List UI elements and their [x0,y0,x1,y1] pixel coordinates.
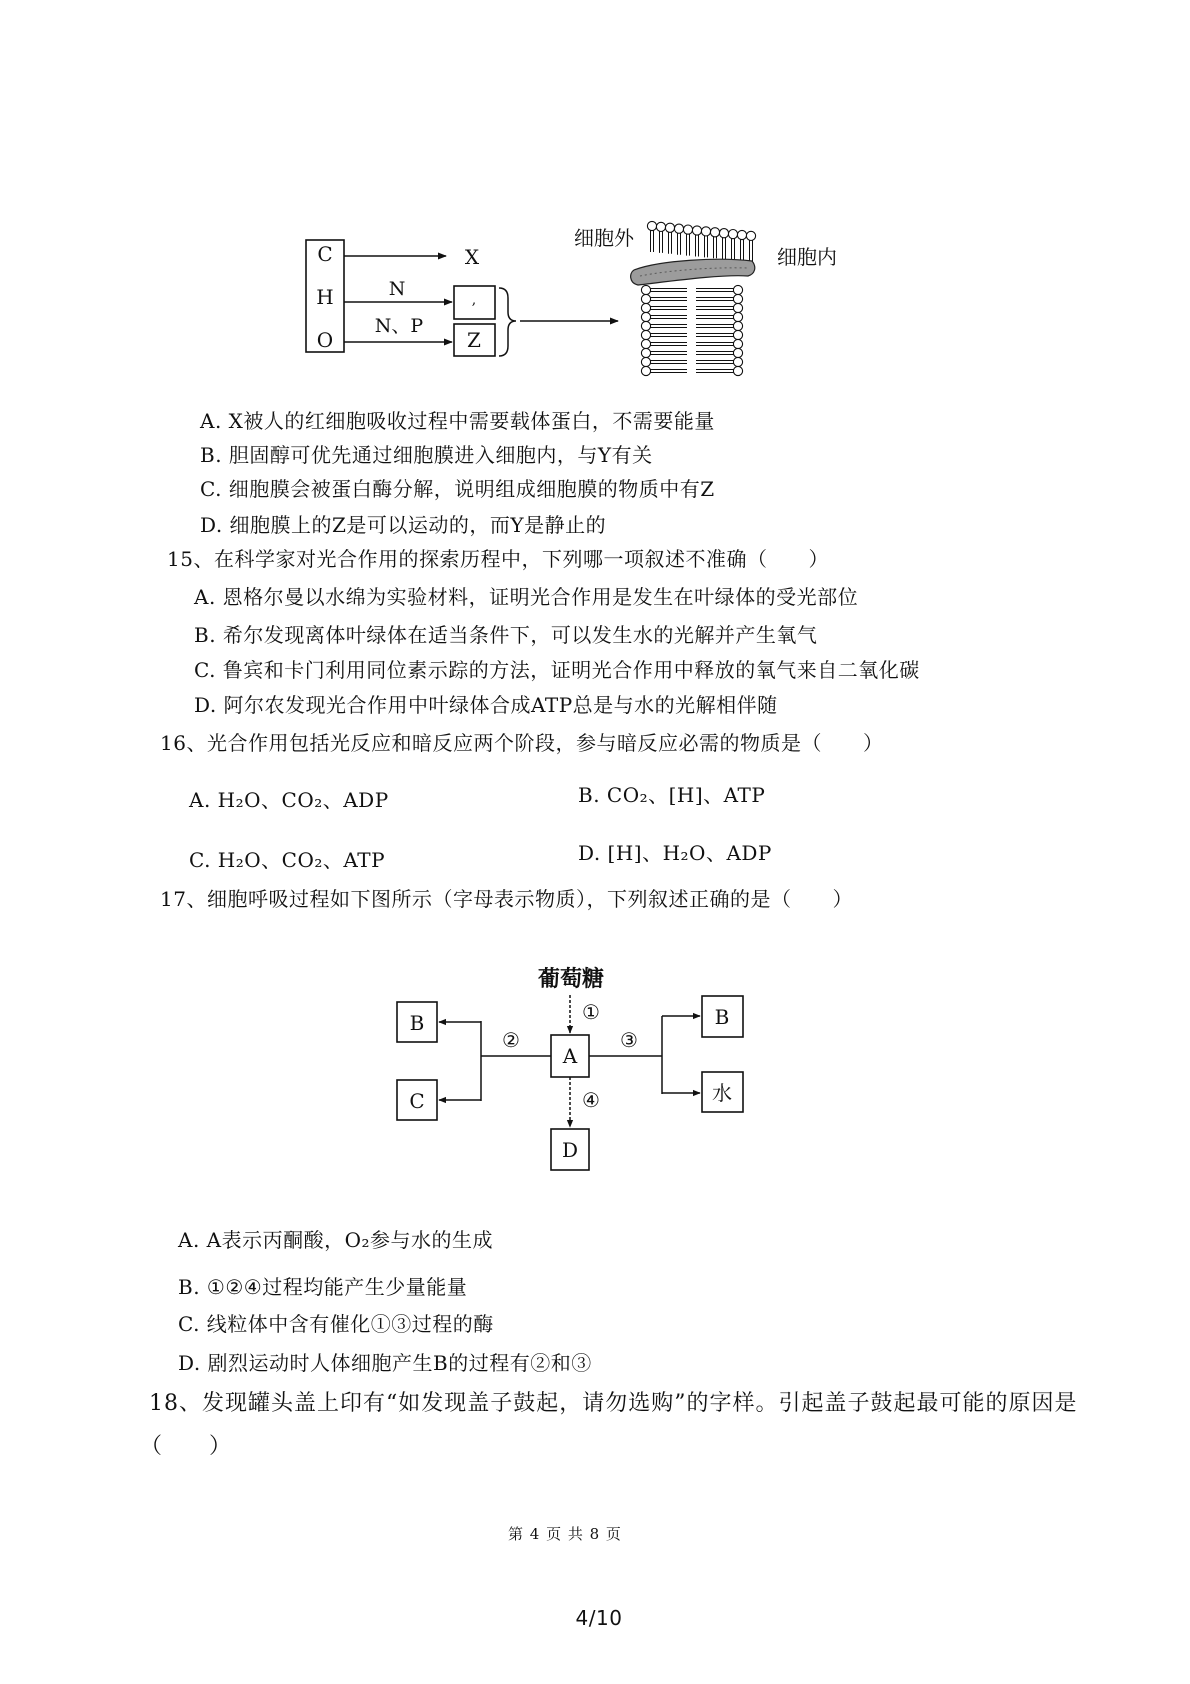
step-4-label: ④ [582,1088,600,1112]
membrane-protein [631,259,755,285]
lipid-head [733,285,742,294]
lipid-head [683,225,692,234]
q15-option-b: B. 希尔发现离体叶绿体在适当条件下，可以发生水的光解并产生氧气 [194,623,818,647]
q17-option-b: B. ①②④过程均能产生少量能量 [178,1275,468,1299]
lipid-head [733,294,742,303]
q15-option-d: D. 阿尔农发现光合作用中叶绿体合成ATP总是与水的光解相伴随 [194,693,778,717]
lipid-head [641,303,650,312]
q16-option-c: C. H₂O、CO₂、ATP [189,848,386,872]
q16-option-a: A. H₂O、CO₂、ADP [189,788,389,812]
element-o: O [316,328,334,352]
lipid-head [665,223,674,232]
lipid-head [656,222,665,231]
box-right-b-label: B [714,1005,730,1029]
q14-option-c: C. 细胞膜会被蛋白酶分解，说明组成细胞膜的物质中有Z [200,477,715,501]
lipid-head [733,312,742,321]
lipid-head [733,348,742,357]
q15-stem: 15、在科学家对光合作用的探索历程中，下列哪一项叙述不准确（ ） [167,547,829,571]
lipid-head [641,285,650,294]
q15-option-c: C. 鲁宾和卡门利用同位素示踪的方法，证明光合作用中释放的氧气来自二氧化碳 [194,658,920,682]
q14-option-b: B. 胆固醇可优先通过细胞膜进入细胞内，与Y有关 [200,443,653,467]
cell-respiration-diagram [380,950,770,1190]
q15-option-a: A. 恩格尔曼以水绵为实验材料，证明光合作用是发生在叶绿体的受光部位 [194,585,859,609]
q16-stem: 16、光合作用包括光反应和暗反应两个阶段，参与暗反应必需的物质是（ ） [160,731,884,755]
box-left-b-label: B [409,1011,425,1035]
element-h: H [316,285,334,309]
lipid-head [647,221,656,230]
lipid-head [733,321,742,330]
lipid-head [641,312,650,321]
lipid-head [733,339,742,348]
lipid-head [692,226,701,235]
step-3-label: ③ [620,1028,638,1052]
lipid-head [641,339,650,348]
q14-option-d: D. 细胞膜上的Z是可以运动的，而Y是静止的 [200,513,607,537]
lipid-head [674,224,683,233]
label-cell-outside: 细胞外 [574,226,634,250]
box-a-label: A [562,1044,578,1068]
label-n: N [388,278,406,300]
lipid-head [719,229,728,238]
label-np: N、P [374,315,424,337]
box-d-label: D [561,1138,579,1162]
cell-membrane [641,221,755,375]
q18-stem: 18、发现罐头盖上印有“如发现盖子鼓起，请勿选购”的字样。引起盖子鼓起最可能的原因是 [149,1391,1078,1416]
lipid-head [641,366,650,375]
pdf-page-number: 4/10 [575,1606,623,1630]
box-c-label: C [409,1089,425,1113]
element-membrane-diagram [290,200,860,390]
z-box-label: Z [467,328,481,352]
lipid-head [701,227,710,236]
element-c: C [317,242,333,266]
lipid-head [746,231,755,240]
q17-stem: 17、细胞呼吸过程如下图所示（字母表示物质），下列叙述正确的是（ ） [160,887,853,911]
q14-option-a: A. X被人的红细胞吸收过程中需要载体蛋白，不需要能量 [200,409,715,433]
q16-option-d: D. [H]、H₂O、ADP [578,841,772,865]
page-footer-label: 第 4 页 共 8 页 [508,1525,622,1543]
lipid-head [641,357,650,366]
label-x: X [464,245,480,269]
lipid-head [728,230,737,239]
q16-option-b: B. CO₂、[H]、ATP [578,783,766,807]
lipid-head [641,330,650,339]
lipid-head [710,228,719,237]
q17-option-d: D. 剧烈运动时人体细胞产生B的过程有②和③ [178,1351,592,1375]
lipid-head [733,303,742,312]
lipid-head [733,357,742,366]
lipid-head [737,230,746,239]
q18-answer-blank: （ ） [140,1434,233,1459]
y-box-label: , [471,292,477,308]
lipid-head [733,366,742,375]
label-cell-inside: 细胞内 [777,245,837,269]
q17-option-a: A. A表示丙酮酸，O₂参与水的生成 [178,1228,494,1252]
lipid-head [733,330,742,339]
step-1-label: ① [582,1000,600,1024]
lipid-head [641,294,650,303]
box-water-label: 水 [712,1081,732,1105]
brace [499,288,516,356]
lipid-head [641,321,650,330]
q17-option-c: C. 线粒体中含有催化①③过程的酶 [178,1312,494,1336]
lipid-head [641,348,650,357]
step-2-label: ② [502,1028,520,1052]
glucose-label: 葡萄糖 [537,966,605,992]
